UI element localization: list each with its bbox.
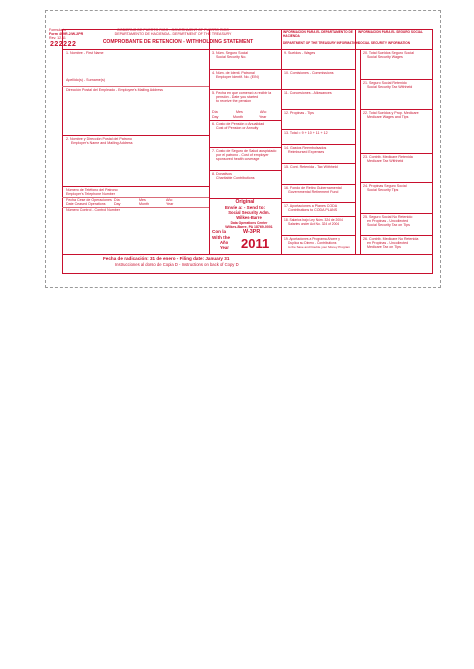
header-department: DEPARTAMENTO DE HACIENDA - DEPARTMENT OF THE TREASURY — [114, 32, 232, 36]
box-16-retirement: 16. Fondo de Retiro Gubernamental — [284, 186, 342, 190]
col-divider-2 — [281, 29, 282, 254]
box-19-save-double: 19. Aportaciones a Programa Ahorre y — [284, 237, 340, 241]
ceased-year-label: Año — [166, 198, 173, 202]
box-7-health: 7. Costo de Seguro de Salud auspiciado — [212, 149, 277, 153]
box-13-total: 13. Total = 9 + 10 + 11 + 12 — [284, 131, 328, 135]
rule-box-10 — [281, 89, 355, 90]
box-26-uncollected-medicare: 26. Contrib. Medicare No Retenida — [363, 237, 419, 241]
box-19-save-double-c: to the Save and Double your Money Program — [288, 245, 351, 249]
box-16-retirement-en: Governmental Retirement Fund — [288, 190, 339, 194]
ssa-line-2: Wilkes-Barre — [236, 215, 262, 220]
with-label-en: With the — [212, 235, 231, 240]
box-18-act-324-en: Salaries under Act No. 324 of 2004 — [288, 222, 340, 226]
with-label-es: Con la — [212, 229, 227, 234]
box-5-month: Mes — [236, 110, 243, 114]
rule-box-23 — [360, 182, 433, 183]
copy-original: Original — [235, 199, 255, 205]
field-first-name: 1. Nombre - First Name — [66, 51, 104, 55]
field-employee-address: Dirección Postal del Empleado - Employee's Mailing Address — [66, 88, 163, 92]
box-4-ein: 4. Núm. de Identi. Patronal — [212, 71, 255, 75]
field-control-number: Número Control - Control Number — [66, 208, 120, 212]
box-22-medicare-wages: 22. Total Sueldos y Prop. Medicare — [363, 111, 419, 115]
header-info-hacienda: INFORMACION PARA EL DEPARTAMENTO DE HACIENDA — [283, 30, 353, 38]
rule-box-25 — [360, 235, 433, 236]
box-21-ss-withheld-en: Social Security Tax Withheld — [367, 85, 413, 89]
box-5-day: Día — [212, 110, 218, 114]
rule-box-21 — [360, 109, 433, 110]
rule-box-9 — [281, 69, 355, 70]
box-5-year-en: Year — [259, 115, 267, 119]
box-10-commissions: 10. Comisiones - Commissions — [284, 71, 334, 75]
form-title: COMPROBANTE DE RETENCION - WITHHOLDING STATEMENT — [102, 39, 254, 45]
box-20-ss-wages-en: Social Security Wages — [367, 55, 403, 59]
box-9-wages: 9. Sueldos - Wages — [284, 51, 316, 55]
rule-employer — [62, 186, 209, 187]
rule-box-16 — [281, 202, 355, 203]
rule-box-20 — [360, 79, 433, 80]
box-11-allowances: 11. Concesiones - Allowances — [284, 91, 332, 95]
ceased-month-label-en: Month — [139, 202, 149, 206]
rule-box-4 — [209, 89, 281, 90]
form-rev: Rev. 12.11 — [49, 36, 66, 40]
rule-box-7 — [209, 170, 281, 171]
ssa-line-3: Data Operations Center — [230, 221, 268, 225]
withholding-statement-form — [49, 28, 433, 274]
box-8-donations: 8. Donativos — [212, 172, 232, 176]
box-5-day-en: Day — [212, 115, 219, 119]
header-divider — [62, 49, 433, 50]
rule-box-13 — [281, 144, 355, 145]
box-7-health-c: sponsored health coverage — [216, 157, 260, 161]
ceased-year-label-en: Year — [166, 202, 174, 206]
box-4-ein-en: Employer Identif. No. (EIN) — [216, 75, 259, 79]
col-divider-3 — [355, 29, 356, 254]
rule-box-11 — [281, 109, 355, 110]
box-20-ss-wages: 20. Total Sueldos Seguro Social — [363, 51, 414, 55]
box-25-uncollected-ss: 25. Seguro Social No Retenido — [363, 215, 413, 219]
box-25-uncollected-ss-c: Social Security Tax on Tips — [367, 223, 410, 227]
ceased-day-label-en: Day — [114, 202, 121, 206]
field-surname: Apellido(s) - Surname(s) — [66, 78, 105, 82]
box-24-ss-tips: 24. Propinas Seguro Social — [363, 184, 407, 188]
rule-box-22 — [360, 153, 433, 154]
box-18-act-324: 18. Salarios bajo Ley Núm. 324 de 2004 — [284, 218, 343, 222]
box-23-medicare-withheld-en: Medicare Tax Withheld — [367, 159, 404, 163]
year-label-es: Año — [220, 240, 229, 245]
rule-box-5 — [209, 120, 281, 121]
header-info-treasury: DEPARTMENT OF THE TREASURY INFORMATION — [283, 41, 359, 45]
box-15-tax-withheld: 15. Cont. Retenida - Tax Withheld — [284, 165, 338, 169]
field-ceased: Fecha Cese de Operaciones — [66, 198, 112, 202]
rule-box-6 — [209, 147, 281, 148]
box-6-pension-cost-en: Cost of Pension or Annuity — [216, 126, 259, 130]
footer-divider — [62, 254, 433, 255]
header-government: GOBIERNO DE PUERTO RICO - GOVERNMENT OF PUERTO RICO — [117, 28, 229, 32]
box-22-medicare-wages-en: Medicare Wages and Tips — [367, 115, 409, 119]
form-label: Formulario — [49, 28, 67, 32]
rule-box-18 — [281, 235, 355, 236]
box-14-reimbursed-en: Reimbursed Expenses — [288, 150, 325, 154]
ssa-line-1: Social Security Adm. — [228, 210, 270, 215]
rule-box-12 — [281, 129, 355, 130]
box-3-ssn: 3. Núm. Seguro Social — [212, 51, 248, 55]
box-8-donations-en: Charitable Contributions — [216, 176, 255, 180]
field-employer-phone-en: Employer's Telephone Number — [66, 192, 115, 196]
box-5-year: Año — [260, 110, 267, 114]
box-5-pension-date-c: to receive the pension — [216, 99, 252, 103]
box-5-month-en: Month — [233, 115, 243, 119]
box-21-ss-withheld: 21. Seguro Social Retenido — [363, 81, 407, 85]
rule-box-17 — [281, 216, 355, 217]
box-19-save-double-b: Duplica su Dinero - Contributions — [288, 241, 337, 245]
header-info-ss-en: SOCIAL SECURITY INFORMATION — [358, 41, 411, 45]
instructions-note: Instrucciones al dorso de Copia D - Instructions on back of Copy D — [115, 262, 239, 267]
rule-box-14 — [281, 163, 355, 164]
field-employer-name: 2. Nombre y Dirección Postal del Patrono — [66, 137, 132, 141]
form-code: Form 499R-2/W-2PR — [49, 32, 84, 36]
box-6-pension-cost: 6. Costo de Pensión o Anualidad — [212, 122, 265, 126]
box-7-health-b: por el patrono - Cost of employer — [216, 153, 269, 157]
box-17-coda-en: Contributions to CODA PLANS — [288, 208, 338, 212]
ceased-month-label: Mes — [139, 198, 146, 202]
rule-box-3 — [209, 69, 281, 70]
header-info-ss: INFORMACION PARA EL SEGURO SOCIAL — [358, 30, 423, 34]
box-26-uncollected-medicare-c: Medicare Tax on Tips — [367, 245, 401, 249]
box-12-tips: 12. Propinas - Tips — [284, 111, 314, 115]
field-employer-phone: Número de Teléfono del Patrono — [66, 188, 118, 192]
rule-box-24 — [360, 213, 433, 214]
box-26-uncollected-medicare-b: en Propinas - Uncollected — [367, 241, 409, 245]
rule-surname — [62, 86, 209, 87]
col-divider-1 — [209, 29, 210, 254]
box-5-pension-date: 5. Fecha en que comenzó a recibir la — [212, 91, 272, 95]
send-to: Envíe a: - Send to: — [224, 205, 266, 210]
box-14-reimbursed: 14. Gastos Reembolsados — [284, 146, 327, 150]
field-ceased-en: Date Ceased Operations — [66, 202, 106, 206]
box-25-uncollected-ss-b: en Propinas - Uncollected — [367, 219, 409, 223]
box-24-ss-tips-en: Social Security Tips — [367, 188, 399, 192]
filing-date: Fecha de radicación: 31 de enero - Filing date: January 31 — [103, 256, 230, 261]
w3pr-label: W-3PR — [243, 229, 261, 235]
rule-box-15 — [281, 184, 355, 185]
rule-employee — [62, 135, 209, 136]
field-employer-name-en: Employer's Name and Mailing Address — [71, 141, 133, 145]
tax-year: 2011 — [241, 236, 270, 251]
box-3-ssn-en: Social Security No. — [216, 55, 247, 59]
form-number: 222222 — [50, 41, 77, 48]
ceased-day-label: Día — [114, 198, 120, 202]
box-23-medicare-withheld: 23. Contrib. Medicare Retenida — [363, 155, 413, 159]
box-17-coda: 17. Aportaciones a Planes CODA — [284, 204, 338, 208]
year-label-en: Year — [220, 245, 229, 250]
box-5-pension-date-b: pensión - Date you started — [216, 95, 259, 99]
ssa-line-4: Wilkes-Barre, PA 18769-0001 — [225, 225, 273, 229]
